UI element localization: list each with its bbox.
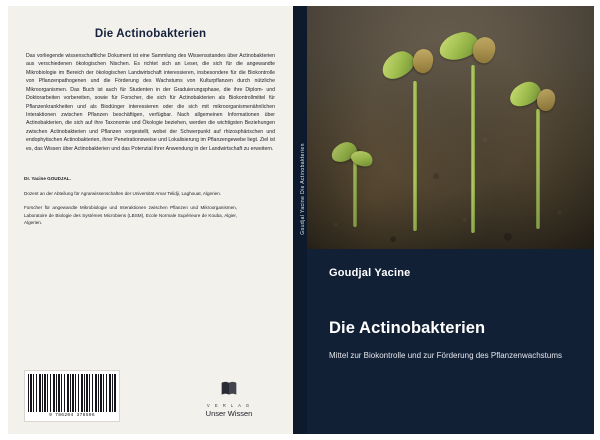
barcode-number: 9 786204 378596 <box>49 413 95 418</box>
photo-vignette <box>307 6 594 249</box>
publisher-label-back: V E R L A G <box>206 403 252 408</box>
back-cover-title: Die Actinobakterien <box>94 28 207 40</box>
front-cover-text <box>307 249 594 434</box>
back-cover <box>8 6 293 434</box>
author-name: Dr. Yacine GOUDJAL. <box>24 176 71 182</box>
book-icon <box>218 378 240 400</box>
front-cover <box>307 6 594 434</box>
author-affiliation-2: Forscher für angewandte Mikrobiologie und Interaktionen zwischen Pflanzen und Mikroorganismen, Laboratoire de Biologie des Systèmes Microbiens (LBSM), Ecole Normale Supérieure de Kouba, Algier, Algerien. <box>24 205 237 226</box>
book-spine <box>293 6 307 434</box>
publisher-logo-back <box>183 378 275 418</box>
barcode-bars <box>28 374 116 412</box>
front-cover-subtitle: Mittel zur Biokontrolle und zur Förderung des Pflanzenwachstums <box>329 351 562 360</box>
barcode <box>24 370 120 422</box>
author-bio-block <box>24 175 237 227</box>
back-cover-blurb: Das vorliegende wissenschaftliche Dokument ist eine Sammlung des Wissensstandes über Actinobakterien aus verschiedenen ökologischen Nischen. Es richtet sich an Leser, die sich für die angewandte Mikrobiologie im Bereich der ökologischen Landwirtschaft interessieren, insbesondere für die Biokontrolle von Pflanzenpathogenen und die Förderung des Wachstums von Kulturpflanzen durch nützliche Mikroorganismen. Das Buch ist auch für Studenten in der Graduierungsphase, die ihre Diplom- und Doktorarbeiten vorbereiten, sowie für Forscher, die sich für Actinobakterien als Biokontrollmittel für Pflanzenkrankheiten und als Biodünger interessieren oder die sich mit mikroorganismenähnlichen Interaktionen zwischen Pflanzen beschäftigen, verfügbar. Nach allgemeinen Informationen über Actinobakterien, die sich auf ihre Taxonomie und Ökologie beziehen, werden die wichtigsten Beziehungen zwischen Actinobakterien und Pflanzen vorgestellt, wobei der Schwerpunkt auf rhizosphärischen und endophytischen Actinobakterien, ihrer Penetrationsweise und Lokalisierung im Pflanzengewebe liegt. Ziel ist es, das Wissen über Actinobakterien und das Potenzial ihrer Anwendung in der Landwirtschaft zu erweitern. <box>26 53 275 152</box>
front-cover-title: Die Actinobakterien <box>329 319 486 337</box>
spine-text: Goudjal Yacine Die Actinobakterien <box>300 143 306 235</box>
cover-photo-seedlings <box>307 6 594 249</box>
front-cover-author: Goudjal Yacine <box>329 267 411 279</box>
author-affiliation-1: Dozent an der Abteilung für Agrarwissenschaften der Universität Amar Telidji, Laghouat, Algerien. <box>24 190 222 196</box>
publisher-name-back: Unser Wissen <box>205 409 253 418</box>
